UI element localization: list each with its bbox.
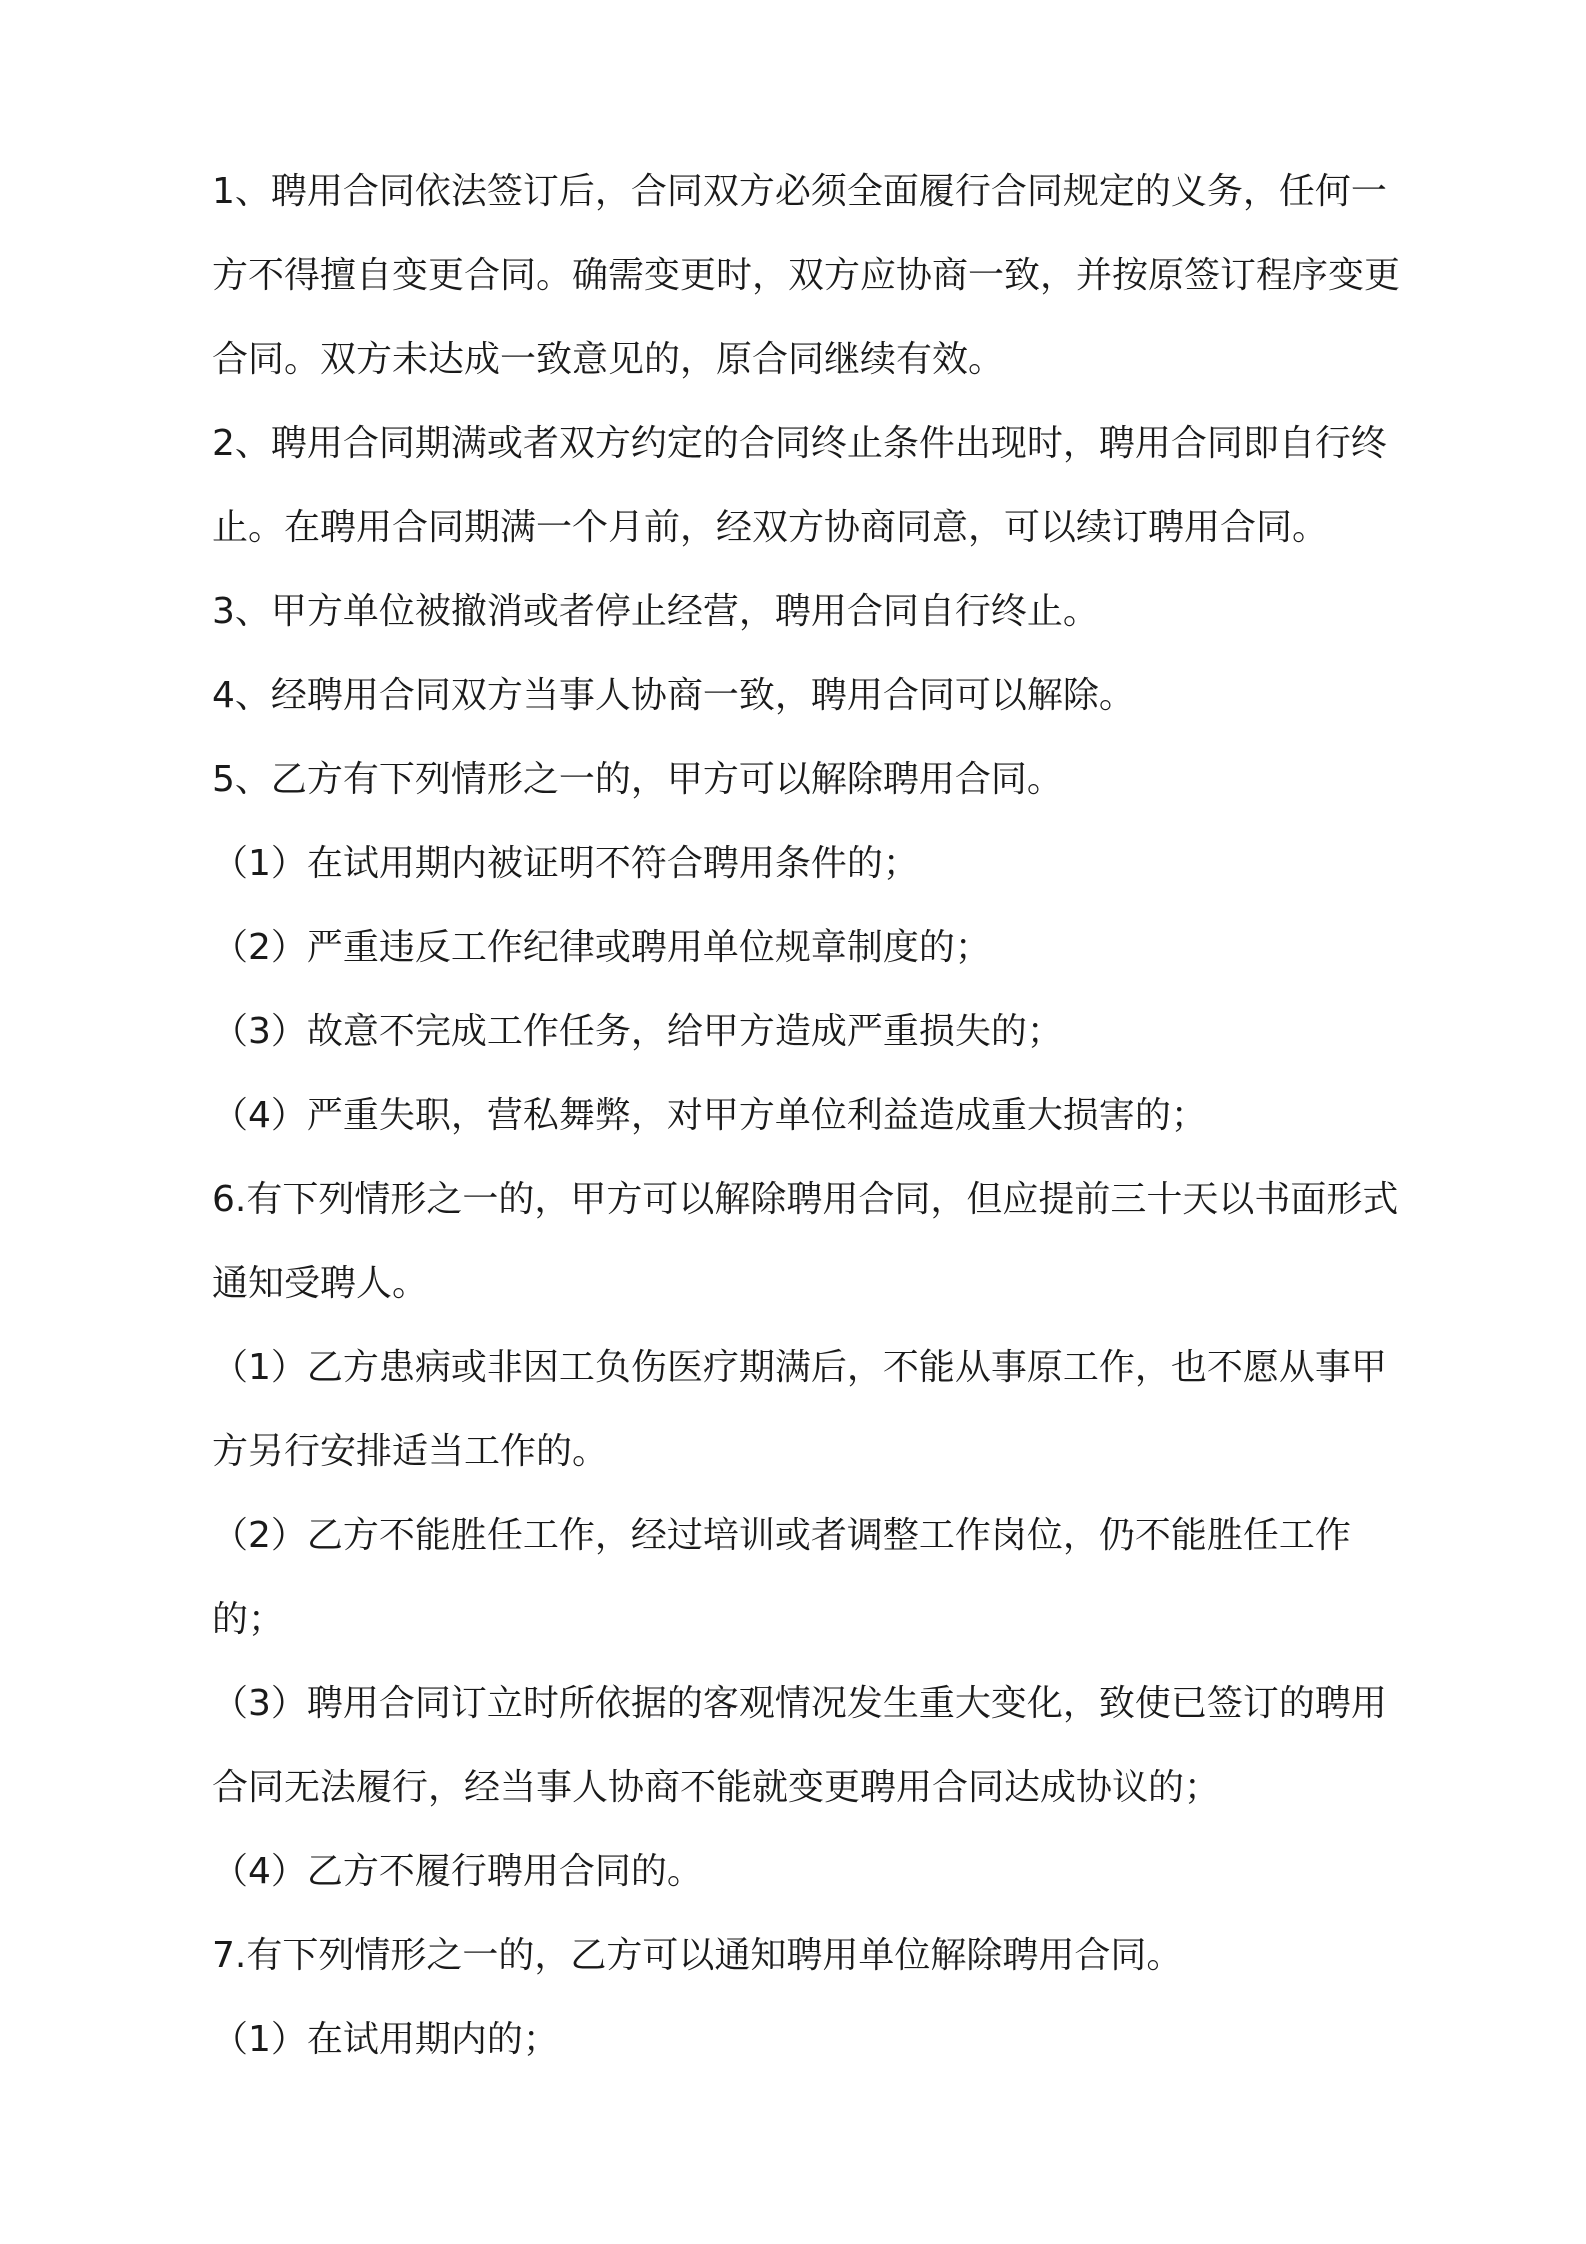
- paragraph-6: 6.有下列情形之一的，甲方可以解除聘用合同，但应提前三十天以书面形式通知受聘人。: [212, 1179, 1399, 1304]
- paragraph-7: 7.有下列情形之一的，乙方可以通知聘用单位解除聘用合同。: [212, 1935, 1183, 1976]
- paragraph-5-item-2: （2）严重违反工作纪律或聘用单位规章制度的；: [212, 927, 991, 968]
- paragraph-2: 2、聘用合同期满或者双方约定的合同终止条件出现时，聘用合同即自行终止。在聘用合同期满一个月前，经双方协商同意，可以续订聘用合同。: [212, 423, 1387, 548]
- paragraph-6-item-4: （4）乙方不履行聘用合同的。: [212, 1851, 703, 1892]
- document-body: [212, 150, 1402, 2082]
- paragraph-7-item-1: （1）在试用期内的；: [212, 2019, 559, 2060]
- paragraph-5-item-3: （3）故意不完成工作任务，给甲方造成严重损失的；: [212, 1011, 1063, 1052]
- paragraph-3: 3、甲方单位被撤消或者停止经营，聘用合同自行终止。: [212, 591, 1099, 632]
- paragraph-4: 4、经聘用合同双方当事人协商一致，聘用合同可以解除。: [212, 675, 1135, 716]
- paragraph-5: 5、乙方有下列情形之一的，甲方可以解除聘用合同。: [212, 759, 1063, 800]
- paragraph-6-item-3: （3）聘用合同订立时所依据的客观情况发生重大变化，致使已签订的聘用合同无法履行，经当事人协商不能就变更聘用合同达成协议的；: [212, 1683, 1387, 1808]
- paragraph-6-item-1: （1）乙方患病或非因工负伤医疗期满后，不能从事原工作，也不愿从事甲方另行安排适当工作的。: [212, 1347, 1387, 1472]
- paragraph-1: 1、聘用合同依法签订后，合同双方必须全面履行合同规定的义务，任何一方不得擅自变更合同。确需变更时，双方应协商一致，并按原签订程序变更合同。双方未达成一致意见的，原合同继续有效。: [212, 171, 1401, 380]
- paragraph-5-item-1: （1）在试用期内被证明不符合聘用条件的；: [212, 843, 919, 884]
- paragraph-5-item-4: （4）严重失职，营私舞弊，对甲方单位利益造成重大损害的；: [212, 1095, 1207, 1136]
- paragraph-6-item-2: （2）乙方不能胜任工作，经过培训或者调整工作岗位，仍不能胜任工作的；: [212, 1515, 1351, 1640]
